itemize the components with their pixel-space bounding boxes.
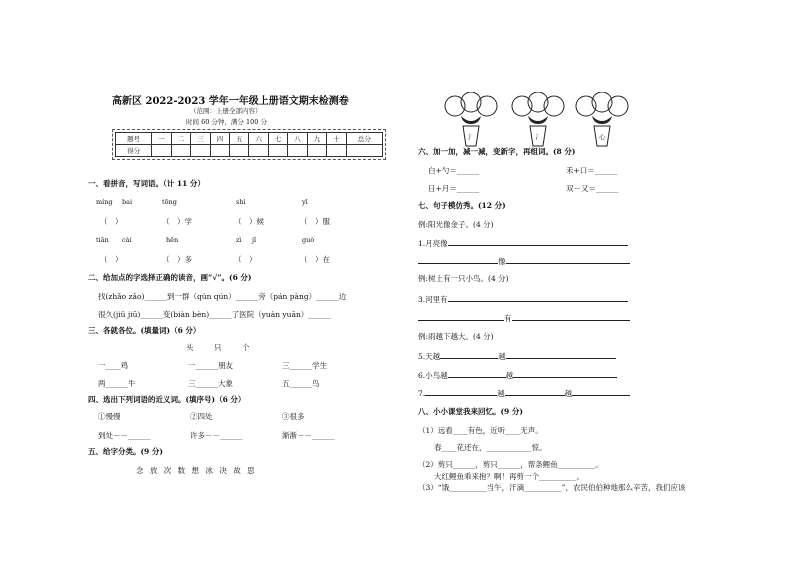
score-value-row bbox=[116, 145, 383, 157]
score-cell[interactable] bbox=[249, 145, 268, 157]
q8-line-2[interactable]: （2）剪只______，剪只______，帮条鲤鱼__________。 bbox=[418, 460, 603, 469]
flower-radical-3: 心 bbox=[599, 133, 606, 141]
q3-title: 三、各就各位。(填量词)（6 分） bbox=[88, 326, 201, 335]
q1-answer-1[interactable]: （ ） bbox=[100, 217, 123, 226]
q7-s1-blank[interactable] bbox=[448, 237, 628, 246]
q6-item-2[interactable]: 禾+口＝______ bbox=[566, 166, 618, 175]
q7-example-2: 例:树上有一只小鸟。(4 分) bbox=[418, 274, 509, 283]
q1-answer-4[interactable]: （ ）服 bbox=[300, 217, 330, 226]
q7-s5-text: 5.天越 bbox=[418, 352, 441, 361]
q7-s3-blank[interactable] bbox=[448, 293, 628, 302]
score-header-cell: 八 bbox=[288, 133, 307, 145]
score-header-cell: 十 bbox=[327, 133, 346, 145]
q7-s6-text: 6.小鸟越 bbox=[418, 371, 448, 380]
score-cell[interactable] bbox=[327, 145, 346, 157]
q1-answer-2[interactable]: （ ）学 bbox=[162, 217, 192, 226]
q4-option-2: ②四处 bbox=[190, 412, 213, 421]
q1-pinyin-6: tiān bbox=[96, 236, 109, 244]
q6-item-3[interactable]: 日+月＝______ bbox=[428, 184, 480, 193]
q8-line-3[interactable]: （3）“饿__________当午，汗滴__________”，农民伯伯种地那么辛苦，我们应该 bbox=[418, 483, 686, 492]
q7-example-3: 例:雨越下越大。(4 分) bbox=[418, 332, 494, 341]
q3-item-3[interactable]: 三______学生 bbox=[282, 361, 327, 370]
flower-radical-1: ⺡ bbox=[468, 133, 475, 141]
q3-item-6[interactable]: 五______鸟 bbox=[282, 379, 320, 388]
q6-item-1[interactable]: 白+勺＝______ bbox=[428, 166, 480, 175]
q7-example-1: 例:阳光像金子。(4 分) bbox=[418, 220, 494, 229]
q7-s7-blank-b[interactable] bbox=[505, 387, 565, 396]
q7-s4-blank-a[interactable] bbox=[418, 312, 504, 321]
flower-icon bbox=[574, 92, 630, 156]
score-header-cell: 九 bbox=[307, 133, 326, 145]
page-title: 高新区 2022-2023 学年一年级上册语文期末检测卷 bbox=[112, 96, 349, 107]
q7-s7-mid-a: 越 bbox=[497, 389, 505, 398]
q2-line-1[interactable]: 找(zhǎo zǎo)______到一群（qún qún）______旁（pán pàng）______边 bbox=[98, 292, 347, 301]
q1-title: 一、看拼音，写词语。（计 11 分） bbox=[88, 179, 205, 188]
q1-pinyin-7: cài bbox=[122, 236, 132, 244]
q5-characters: 念 放 次 数 想 冰 决 故 思 bbox=[136, 466, 257, 475]
q7-s6-blank-a[interactable] bbox=[448, 369, 506, 378]
q7-s6-blank-b[interactable] bbox=[513, 369, 617, 378]
q1-answer-3[interactable]: （ ）候 bbox=[234, 217, 264, 226]
q3-item-1[interactable]: 一____鸡 bbox=[98, 361, 128, 370]
score-header-cell: 五 bbox=[230, 133, 249, 145]
q7-s5-blank-a[interactable] bbox=[440, 350, 498, 359]
q3-option-2: 只 bbox=[214, 343, 222, 352]
q8-line-1[interactable]: （1）远看____有色，近听____无声。 bbox=[418, 426, 543, 435]
score-header-cell: 三 bbox=[191, 133, 210, 145]
q1-pinyin-11: guò bbox=[302, 236, 315, 244]
q7-s4-text: 有 bbox=[504, 314, 512, 323]
q1-answer-6[interactable]: （ ）多 bbox=[162, 255, 192, 264]
q6-title: 六、加一加，减一减，变新字，再组词。(8 分) bbox=[418, 147, 576, 156]
score-cell[interactable] bbox=[288, 145, 307, 157]
q2-title: 二、给加点的字选择正确的读音，画“√”。(6 分) bbox=[88, 273, 252, 282]
exam-scope: （范围：上册全部内容） bbox=[190, 107, 262, 115]
q4-item-2[interactable]: 许多－－______ bbox=[190, 431, 243, 440]
q7-sentence-5[interactable] bbox=[418, 350, 616, 362]
q8-line-2b[interactable]: 大红鲤鱼乖来抱？啊！再剪一个__________。 bbox=[434, 472, 584, 481]
score-cell[interactable] bbox=[346, 145, 382, 157]
score-cell[interactable] bbox=[152, 145, 171, 157]
q6-item-4[interactable]: 双－又＝______ bbox=[566, 184, 619, 193]
q1-pinyin-5: yī bbox=[302, 198, 308, 206]
q4-item-1[interactable]: 到处－－______ bbox=[98, 431, 151, 440]
score-cell[interactable] bbox=[191, 145, 210, 157]
score-header-cell: 总分 bbox=[346, 133, 382, 145]
q3-item-4[interactable]: 两______牛 bbox=[98, 379, 136, 388]
score-header-cell: 六 bbox=[249, 133, 268, 145]
score-header-cell: 四 bbox=[210, 133, 229, 145]
q1-pinyin-4: shì bbox=[236, 198, 246, 206]
score-cell[interactable] bbox=[307, 145, 326, 157]
score-cell[interactable] bbox=[171, 145, 190, 157]
q7-sentence-6[interactable] bbox=[418, 369, 617, 381]
q7-sentence-1[interactable] bbox=[418, 237, 628, 249]
q1-pinyin-9: zì bbox=[236, 236, 242, 244]
q1-pinyin-8: hēn bbox=[166, 236, 179, 244]
q7-s7-text: 7. bbox=[418, 389, 426, 398]
q7-s1-text: 1.月亮像 bbox=[418, 239, 448, 248]
q4-item-3[interactable]: 渐渐－－______ bbox=[282, 431, 335, 440]
flower-radical-2: 冫 bbox=[535, 133, 542, 141]
q7-s2-blank-a[interactable] bbox=[418, 255, 498, 264]
flower-pot-3 bbox=[574, 92, 630, 156]
q3-option-1: 头 bbox=[186, 343, 194, 352]
q7-s5-blank-b[interactable] bbox=[506, 350, 616, 359]
score-cell[interactable] bbox=[230, 145, 249, 157]
q7-sentence-4[interactable] bbox=[418, 312, 630, 324]
q1-pinyin-3: tōng bbox=[162, 198, 177, 206]
q2-line-2[interactable]: 很久(jiǔ jiū)______变(biàn bèn)______了医院（yuàn yuān）______ bbox=[98, 310, 331, 319]
score-header-cell: 七 bbox=[268, 133, 287, 145]
score-row-label: 得分 bbox=[116, 145, 152, 157]
q7-s4-blank-b[interactable] bbox=[512, 312, 630, 321]
score-cell[interactable] bbox=[268, 145, 287, 157]
q7-title: 七、句子模仿秀。(12 分) bbox=[418, 201, 506, 210]
score-header-cell: 一 bbox=[152, 133, 171, 145]
q1-answer-8[interactable]: （ ）在 bbox=[300, 255, 330, 264]
q1-pinyin-1: míng bbox=[96, 198, 113, 206]
score-cell[interactable] bbox=[210, 145, 229, 157]
q3-item-5[interactable]: 三______大象 bbox=[188, 379, 233, 388]
q7-s3-text: 3.河里有 bbox=[418, 295, 448, 304]
q7-s2-blank-b[interactable] bbox=[506, 255, 630, 264]
q7-s7-mid-b: 越 bbox=[564, 389, 573, 398]
exam-time: 时间 60 分钟，满分 100 分 bbox=[186, 118, 267, 126]
q7-s2-text: 像 bbox=[498, 257, 506, 266]
q7-sentence-2[interactable] bbox=[418, 255, 630, 267]
q4-option-3: ③很多 bbox=[282, 412, 305, 421]
q1-pinyin-2: bai bbox=[122, 198, 133, 206]
q7-s7-blank-a[interactable] bbox=[425, 387, 497, 396]
score-header-cell: 二 bbox=[171, 133, 190, 145]
q7-s5-mid: 越 bbox=[498, 352, 506, 361]
q3-item-2[interactable]: 一______朋友 bbox=[188, 361, 233, 370]
score-table bbox=[115, 132, 383, 157]
q8-line-1b[interactable]: 春____花还在，____________惊。 bbox=[434, 443, 547, 452]
q3-option-3: 个 bbox=[242, 343, 250, 352]
q1-answer-5[interactable]: （ ） bbox=[100, 255, 123, 264]
q7-sentence-3[interactable] bbox=[418, 293, 628, 305]
score-header-cell: 题号 bbox=[116, 133, 152, 145]
q7-s7-blank-c[interactable] bbox=[572, 387, 630, 396]
q8-title: 八、小小课堂我来回忆。(9 分) bbox=[418, 407, 523, 416]
score-header-row bbox=[116, 133, 383, 145]
q4-option-1: ①慢慢 bbox=[98, 412, 121, 421]
q7-sentence-7[interactable] bbox=[418, 387, 630, 399]
q7-s6-mid: 越 bbox=[505, 371, 514, 380]
q1-pinyin-10: jǐ bbox=[252, 236, 257, 244]
q5-title: 五、给字分类。(9 分) bbox=[88, 447, 163, 456]
q4-title: 四、选出下列词语的近义词。(填序号)（6 分） bbox=[88, 395, 246, 404]
q1-answer-7[interactable]: （ ） bbox=[234, 255, 257, 264]
